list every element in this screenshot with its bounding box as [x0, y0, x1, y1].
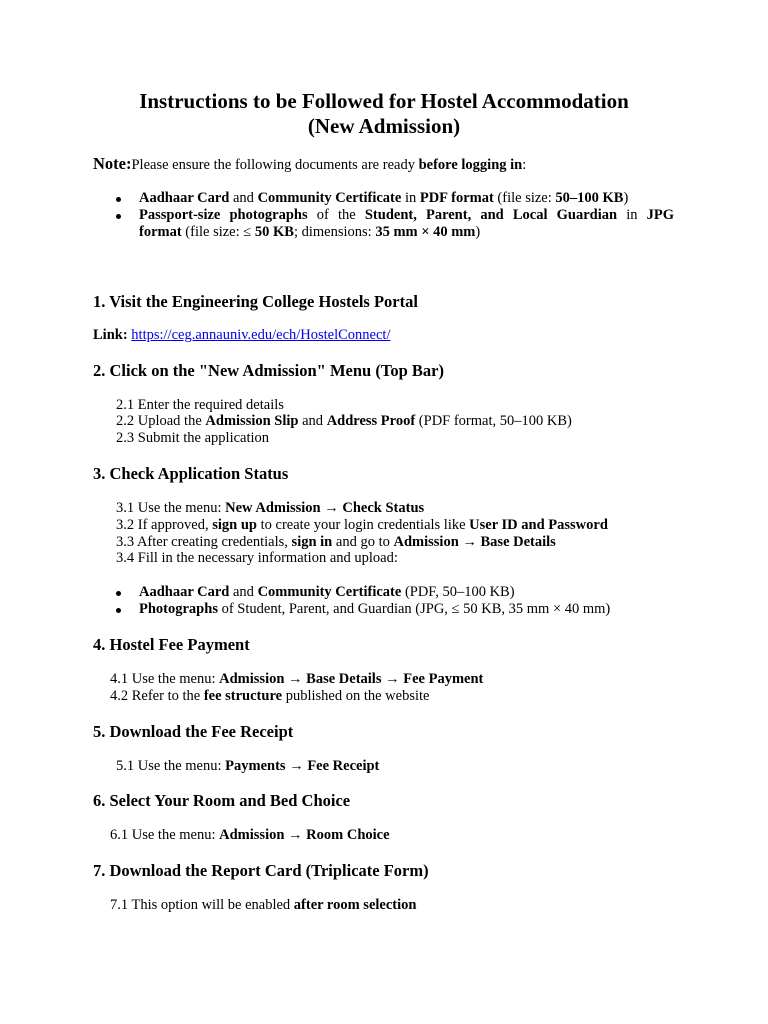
section-2-heading: 2. Click on the "New Admission" Menu (Top Bar) [93, 361, 444, 380]
step-6-1: 6.1 Use the menu: Admission → Room Choice [110, 827, 390, 843]
document-item-photos: Passport-size photographs of the Student, Parent, and Local Guardian in JPG [139, 207, 675, 223]
section-1-heading: 1. Visit the Engineering College Hostels Portal [93, 292, 418, 311]
document-title-line1: Instructions to be Followed for Hostel Accommodation [139, 89, 629, 113]
document-item-photos-cont: format (file size: ≤ 50 KB; dimensions: 35 mm × 40 mm) [139, 224, 481, 240]
section-3-heading: 3. Check Application Status [93, 464, 289, 483]
note-line: Note:Please ensure the following documents are ready before logging in: [93, 154, 527, 173]
bullet-marker [116, 608, 121, 613]
arrow-icon: → [462, 534, 477, 550]
arrow-icon: → [324, 500, 339, 516]
note-text: Please ensure the following documents are ready [131, 157, 419, 173]
section-6-heading: 6. Select Your Room and Bed Choice [93, 791, 351, 810]
bullet-marker [116, 197, 121, 202]
section-5-heading: 5. Download the Fee Receipt [93, 722, 294, 741]
arrow-icon: → [385, 671, 400, 687]
step-3-4: 3.4 Fill in the necessary information and upload: [116, 550, 398, 566]
step-5-1: 5.1 Use the menu: Payments → Fee Receipt [116, 758, 380, 774]
arrow-icon: → [288, 671, 303, 687]
section-7-heading: 7. Download the Report Card (Triplicate Form) [93, 861, 429, 880]
hostel-portal-link[interactable]: https://ceg.annauniv.edu/ech/HostelConnect/ [131, 327, 391, 343]
portal-link-line [93, 327, 390, 344]
document-item-pdf: Aadhaar Card and Community Certificate in PDF format (file size: 50–100 KB) [139, 190, 629, 206]
document-title-line2: (New Admission) [307, 114, 461, 138]
step-2-1: 2.1 Enter the required details [116, 397, 284, 413]
bullet-marker [116, 214, 121, 219]
step-2-3: 2.3 Submit the application [116, 430, 270, 446]
note-emphasis: before logging in [418, 157, 523, 173]
step-3-1: 3.1 Use the menu: New Admission → Check Status [116, 500, 425, 516]
step-4-1: 4.1 Use the menu: Admission → Base Details → Fee Payment [110, 671, 484, 687]
step-3-2: 3.2 If approved, sign up to create your login credentials like User ID and Password [116, 517, 608, 533]
upload-item-photographs: Photographs of Student, Parent, and Guardian (JPG, ≤ 50 KB, 35 mm × 40 mm) [139, 601, 611, 617]
note-label: Note: [93, 154, 132, 173]
step-2-2: 2.2 Upload the Admission Slip and Address Proof (PDF format, 50–100 KB) [116, 413, 572, 429]
upload-item-documents: Aadhaar Card and Community Certificate (PDF, 50–100 KB) [139, 584, 515, 600]
arrow-icon: → [288, 827, 303, 843]
bullet-marker [116, 591, 121, 596]
step-4-2: 4.2 Refer to the fee structure published on the website [110, 688, 430, 704]
section-4-heading: 4. Hostel Fee Payment [93, 635, 250, 654]
step-3-3: 3.3 After creating credentials, sign in and go to Admission → Base Details [116, 534, 556, 550]
step-7-1: 7.1 This option will be enabled after room selection [110, 897, 417, 913]
arrow-icon: → [289, 758, 304, 774]
link-label: Link: [93, 327, 128, 343]
